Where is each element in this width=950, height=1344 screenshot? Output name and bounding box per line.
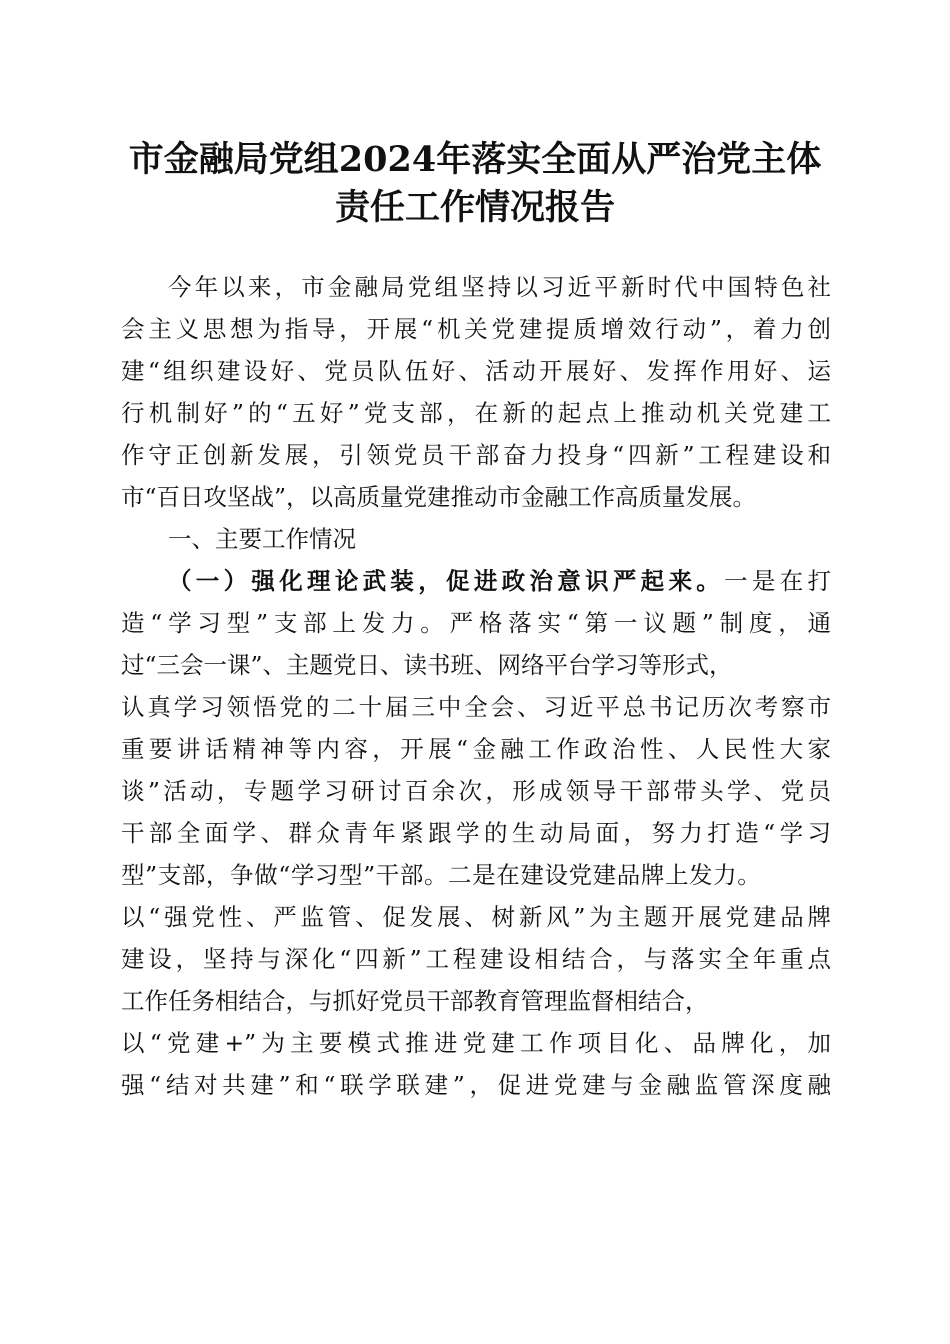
- title-line-2: 责任工作情况报告: [334, 187, 615, 228]
- subsection-1-line-7: 干部全面学、群众青年紧跟学的生动局面，努力打造“学习: [121, 819, 831, 847]
- subsection-1-line-3: 过“三会一课”、主题党日、读书班、网络平台学习等形式，: [121, 651, 733, 679]
- subsection-1-line-11: 工作任务相结合，与抓好党员干部教育管理监督相结合，: [121, 987, 709, 1015]
- subsection-1-line-2: 造“学习型”支部上发力。严格落实“第一议题”制度，通: [121, 609, 831, 637]
- paragraph-1-line-4: 行机制好”的“五好”党支部，在新的起点上推动机关党建工: [121, 399, 831, 427]
- document-body: [121, 266, 831, 1106]
- subsection-1-line-8: 型”支部，争做“学习型”干部。二是在建设党建品牌上发力。: [121, 861, 762, 889]
- subsection-1-lead: （一）强化理论武装，促进政治意识严起来。: [168, 567, 725, 595]
- subsection-1-line-1: [121, 560, 831, 602]
- paragraph-1-line-3: 建“组织建设好、党员队伍好、活动开展好、发挥作用好、运: [121, 357, 831, 385]
- subsection-1-line-9: 以“强党性、严监管、促发展、树新风”为主题开展党建品牌: [121, 903, 831, 931]
- title-line-1: 市金融局党组2024年落实全面从严治党主体: [128, 139, 822, 180]
- subsection-1-line-5: 重要讲话精神等内容，开展“金融工作政治性、人民性大家: [121, 735, 831, 763]
- subsection-1-line-10: 建设，坚持与深化“四新”工程建设相结合，与落实全年重点: [121, 945, 831, 973]
- section-heading: 一、主要工作情况: [168, 525, 356, 553]
- subsection-1-line-6: 谈”活动，专题学习研讨百余次，形成领导干部带头学、党员: [121, 777, 831, 805]
- paragraph-1-line-1: 今年以来，市金融局党组坚持以习近平新时代中国特色社: [168, 273, 831, 301]
- paragraph-1-line-6: 市“百日攻坚战”，以高质量党建推动市金融工作高质量发展。: [121, 483, 757, 511]
- subsection-1-line-4: 认真学习领悟党的二十届三中全会、习近平总书记历次考察市: [121, 693, 831, 721]
- subsection-1-line-13: 强“结对共建”和“联学联建”，促进党建与金融监管深度融: [121, 1071, 831, 1099]
- paragraph-1-line-5: 作守正创新发展，引领党员干部奋力投身“四新”工程建设和: [121, 441, 831, 469]
- subsection-1-line-12: 以“党建+”为主要模式推进党建工作项目化、品牌化，加: [121, 1029, 831, 1057]
- document-title: [100, 136, 850, 232]
- subsection-1-first-rest: 一是在打: [724, 567, 832, 595]
- paragraph-1-line-2: 会主义思想为指导，开展“机关党建提质增效行动”，着力创: [121, 315, 831, 343]
